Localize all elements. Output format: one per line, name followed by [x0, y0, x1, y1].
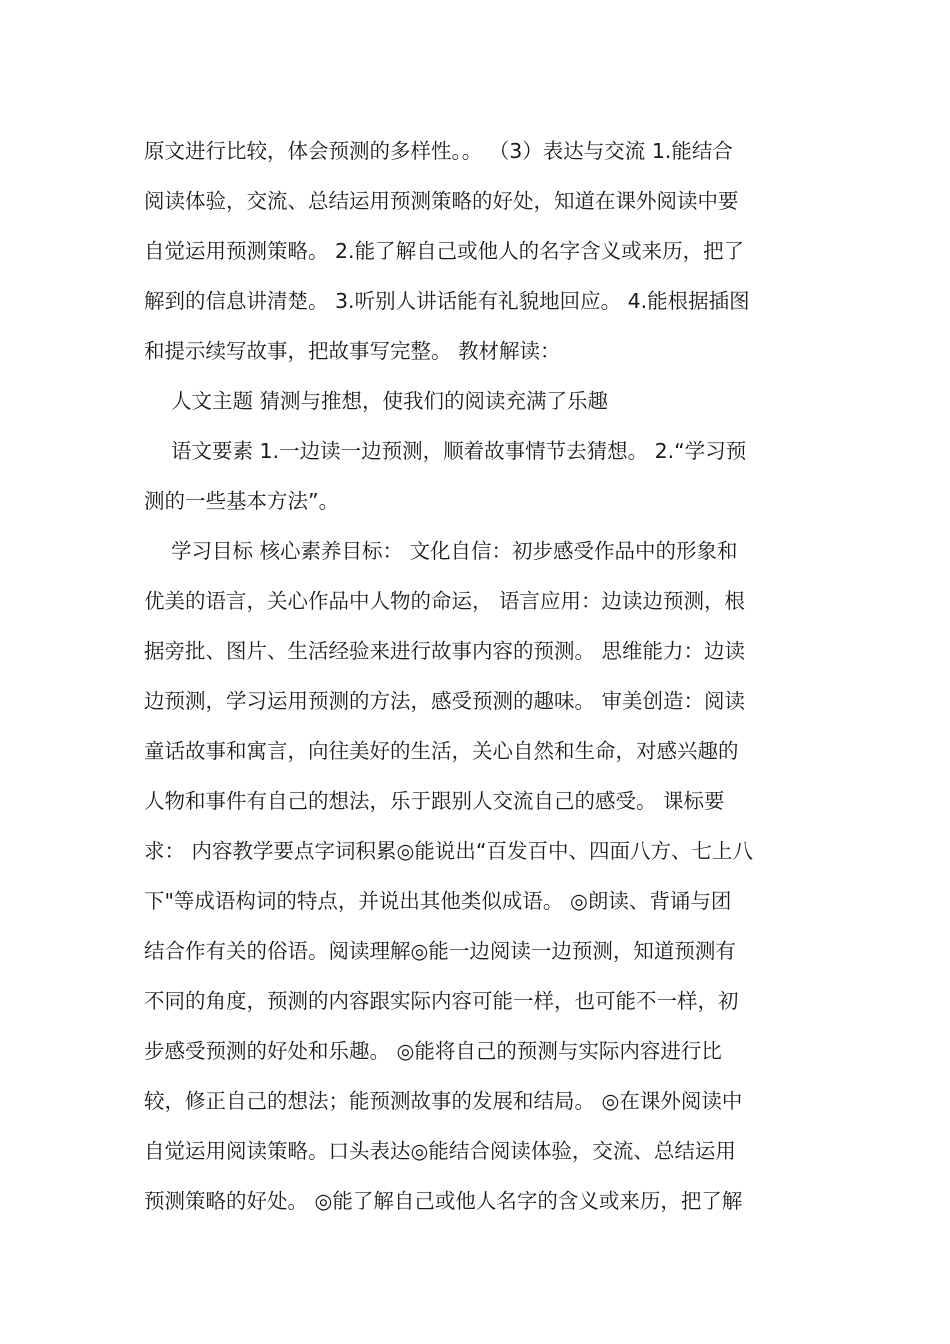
text-line: 阅读体验，交流、总结运用预测策略的好处，知道在课外阅读中要 [144, 189, 739, 213]
text-line: 步感受预测的好处和乐趣。 ◎能将自己的预测与实际内容进行比 [144, 1039, 722, 1063]
text-line: 求： 内容教学要点字词积累◎能说出“百发百中、四面八方、七上八 [144, 839, 754, 863]
text-line: 结合作有关的俗语。阅读理解◎能一边阅读一边预测，知道预测有 [144, 939, 736, 963]
text-line: 边预测，学习运用预测的方法，感受预测的趣味。 审美创造：阅读 [144, 689, 746, 713]
text-line: 和提示续写故事，把故事写完整。 教材解读： [144, 339, 561, 363]
text-line: 据旁批、图片、生活经验来进行故事内容的预测。 思维能力：边读 [144, 639, 746, 663]
text-line: 解到的信息讲清楚。 3.听别人讲话能有礼貌地回应。 4.能根据插图 [144, 289, 750, 313]
text-line: 优美的语言，关心作品中人物的命运， 语言应用：边读边预测，根 [144, 589, 746, 613]
text-line: 自觉运用预测策略。 2.能了解自己或他人的名字含义或来历，把了 [144, 239, 745, 263]
text-line: 自觉运用阅读策略。口头表达◎能结合阅读体验，交流、总结运用 [144, 1139, 736, 1163]
text-line-elements: 语文要素 1.一边读一边预测，顺着故事情节去猜想。 2.“学习预 [171, 439, 747, 463]
text-line: 人物和事件有自己的想法，乐于跟别人交流自己的感受。 课标要 [144, 789, 725, 813]
text-line: 下"等成语构词的特点，并说出其他类似成语。 ◎朗读、背诵与团 [144, 889, 732, 913]
text-line: 童话故事和寓言，向往美好的生活，关心自然和生命，对感兴趣的 [144, 739, 739, 763]
text-line: 预测策略的好处。 ◎能了解自己或他人名字的含义或来历，把了解 [144, 1189, 743, 1213]
text-line-goals: 学习目标 核心素养目标： 文化自信：初步感受作品中的形象和 [171, 539, 738, 563]
body-text [144, 126, 814, 1226]
text-line-theme: 人文主题 猜测与推想，使我们的阅读充满了乐趣 [171, 389, 609, 413]
text-line: 测的一些基本方法”。 [144, 489, 340, 513]
text-line: 不同的角度，预测的内容跟实际内容可能一样，也可能不一样，初 [144, 989, 739, 1013]
text-line: 原文进行比较，体会预测的多样性。。 （3）表达与交流 1.能结合 [144, 139, 733, 163]
text-line: 较，修正自己的想法；能预测故事的发展和结局。 ◎在课外阅读中 [144, 1089, 743, 1113]
